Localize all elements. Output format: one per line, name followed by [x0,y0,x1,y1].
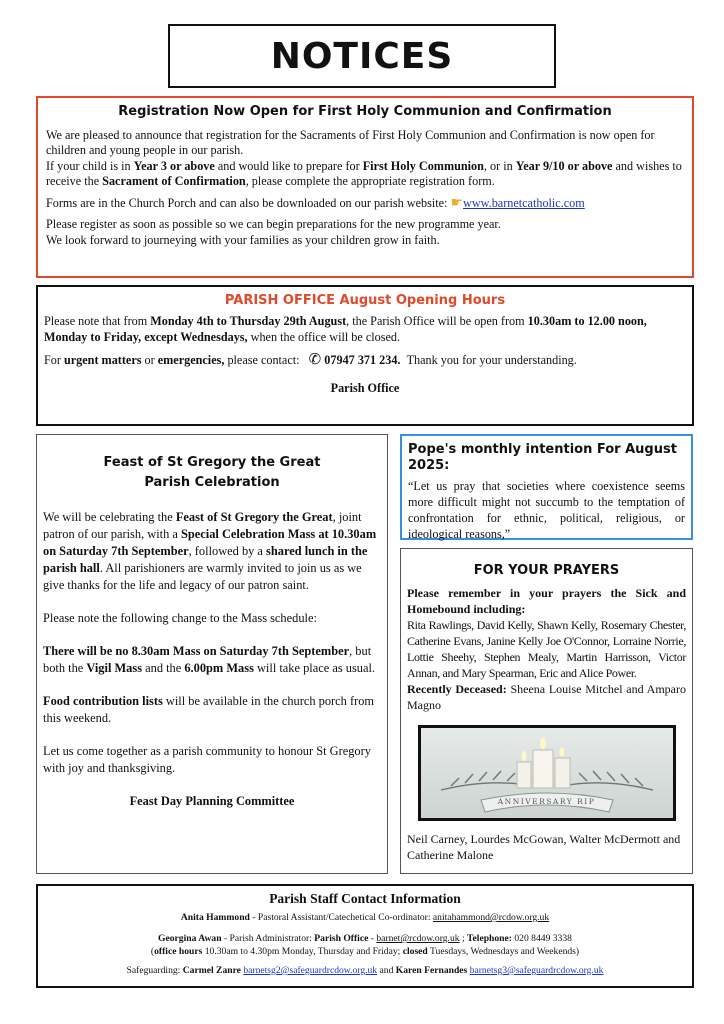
feast-text-1: We will be celebrating the Feast of St Gregory the Great, joint patron of our parish, with a Special Celebration Mass at 10.30am on Saturday 7th September, followed by a shared lunch in the parish hall. All parishioners are warmly invited to join us as we give thanks for the life and legacy of our patron saint. [43,510,377,592]
parish-office-notice [36,285,694,426]
prayers-names: Rita Rawlings, David Kelly, Shawn Kelly, Rosemary Chester, Catherine Evans, Janine Kelly Joe O'Connor, Lorraine Norrie, Lottie Sheehy, Stephen Mealy, Martin Harrisson, Victor Annan, and Mary Spearman, Eric and Alice Power. [407,618,686,680]
office-phone: 07947 371 234. [324,353,401,367]
registration-heading: Registration Now Open for First Holy Communion and Confirmation [118,104,612,119]
office-email-link[interactable]: barnet@rcdow.org.uk [376,933,460,944]
feast-text-4: Food contribution lists will be available in the church porch from this weekend. [43,694,375,725]
page-title: NOTICES [270,35,454,77]
pointing-hand-icon: ☛ [450,195,464,211]
feast-text-3: There will be no 8.30am Mass on Saturday 7th September, but both the Vigil Mass and the 6.00pm Mass will take place as usual. [43,644,376,675]
pope-intention [400,434,693,540]
staff-line-3: (office hours 10.30am to 4.30pm Monday, Thursday and Friday; closed Tuesdays, Wednesdays and Weekends) [150,946,580,957]
website-link[interactable]: www.barnetcatholic.com [463,195,585,210]
registration-text-3: Please register as soon as possible so we can begin preparations for the new programme year. We look forward to journeying with your families as your children grow in faith. [46,217,501,247]
staff-line-1: Anita Hammond - Pastoral Assistant/Catechetical Co-ordinator: anitahammond@rcdow.org.uk [180,912,550,923]
phone-icon: ✆ [308,350,322,368]
registration-notice [36,96,694,278]
office-text-1: Please note that from Monday 4th to Thursday 29th August, the Parish Office will be open from 10.30am to 12.00 noon, Monday to Friday, except Wednesdays, when the office will be closed. [44,314,647,344]
safeguarding-email-1[interactable]: barnetsg2@safeguardrcdow.org.uk [243,965,378,976]
pope-text: “Let us pray that societies where coexistence seems more difficult might not succumb to the temptation of confrontation for ethnic, political, religious, or ideological reasons,” [408,479,685,541]
staff-contact-info [36,884,694,988]
staff-line-4: Safeguarding: Carmel Zanre barnetsg2@safeguardrcdow.org.uk and Karen Fernandes barnetsg3@safeguardrcdow.org.uk [126,965,604,976]
staff-title: Parish Staff Contact Information [269,891,461,906]
anniversary-banner-text: ANNIVERSARY RIP [497,797,596,806]
prayers-intro: Please remember in your prayers the Sick and Homebound including: [407,586,686,616]
staff-line-2: Georgina Awan - Parish Administrator: Parish Office - barnet@rcdow.org.uk ; Telephone: 020 8449 3338 [158,933,572,944]
title-box [168,24,556,88]
registration-text-1: We are pleased to announce that registration for the Sacraments of First Holy Communion and Confirmation is now open for children and young people in our parish. If your child is in Year 3 or above and would like to prepare for First Holy Communion, or in Year 9/10 or above and wishes to receive the Sacrament of Confirmation, please complete the appropriate registration form. [46,127,682,188]
anita-email-link[interactable]: anitahammond@rcdow.org.uk [432,912,550,923]
prayers-notice [400,548,693,874]
anniversary-rip-image [418,725,676,821]
prayers-anniversary: Neil Carney, Lourdes McGowan, Walter McDermott and Catherine Malone [407,832,681,862]
feast-heading: Feast of St Gregory the Great Parish Celebration [103,455,321,490]
prayers-heading: FOR YOUR PRAYERS [473,563,620,578]
feast-text-5: Let us come together as a parish community to honour St Gregory with joy and thanksgiving. [43,744,371,775]
pope-heading: Pope's monthly intention For August 2025: [408,442,677,473]
feast-signoff: Feast Day Planning Committee [129,794,295,808]
prayers-deceased: Recently Deceased: Sheena Louise Mitchel and Amparo Magno [407,682,686,712]
office-heading: PARISH OFFICE August Opening Hours [224,293,506,308]
safeguarding-email-2[interactable]: barnetsg3@safeguardrcdow.org.uk [469,965,604,976]
office-text-2: For urgent matters or emergencies, please contact: ✆ 07947 371 234. Thank you for your understanding. [44,350,577,368]
feast-text-2: Please note the following change to the Mass schedule: [43,611,317,625]
registration-text-2: Forms are in the Church Porch and can also be downloaded on our parish website: ☛www.barnetcatholic.com [46,195,585,211]
feast-notice [36,434,388,874]
office-signoff: Parish Office [330,381,400,395]
